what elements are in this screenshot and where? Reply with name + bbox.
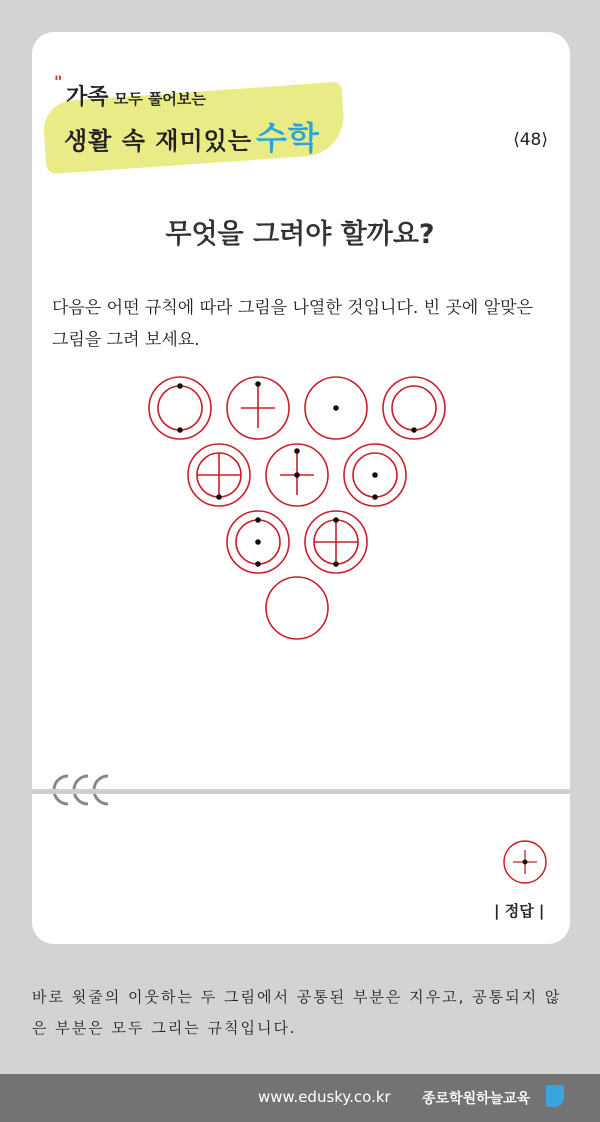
spark-icon: " <box>54 72 63 91</box>
puzzle-circles <box>149 377 445 639</box>
footer-org: 종로학원하늘교육 <box>422 1091 531 1107</box>
explanation-text: 바로 윗줄의 이웃하는 두 그림에서 공통된 부분은 지우고, 공통되지 않은 부분은 모두 그리는 규칙입니다. <box>32 988 562 1037</box>
brand-line1 <box>66 80 206 111</box>
puzzle-figure <box>140 370 460 640</box>
puzzle-dots <box>177 381 417 567</box>
footer-url[interactable]: www.edusky.co.kr <box>258 1088 391 1106</box>
puzzle-cell-10-blank <box>266 577 328 639</box>
brand-line2-text: 생활 속 재미있는 <box>64 127 252 155</box>
answer-figure <box>500 837 550 887</box>
page-title: 무엇을 그려야 할까요? <box>165 219 435 250</box>
card-divider <box>32 789 570 794</box>
answer-label: | 정답 | <box>494 902 545 920</box>
brand-line2 <box>64 113 320 159</box>
brand-line1-first: 가족 <box>66 85 109 110</box>
brand-line1-rest: 모두 풀어보는 <box>108 90 206 108</box>
question-text: 다음은 어떤 규칙에 따라 그림을 나열한 것입니다. 빈 곳에 알맞은 그림을 그려 보세요. <box>52 298 534 350</box>
brand-subject: 수학 <box>256 119 320 157</box>
org-logo-icon <box>546 1085 564 1107</box>
issue-number: ⟨48⟩ <box>513 130 548 150</box>
